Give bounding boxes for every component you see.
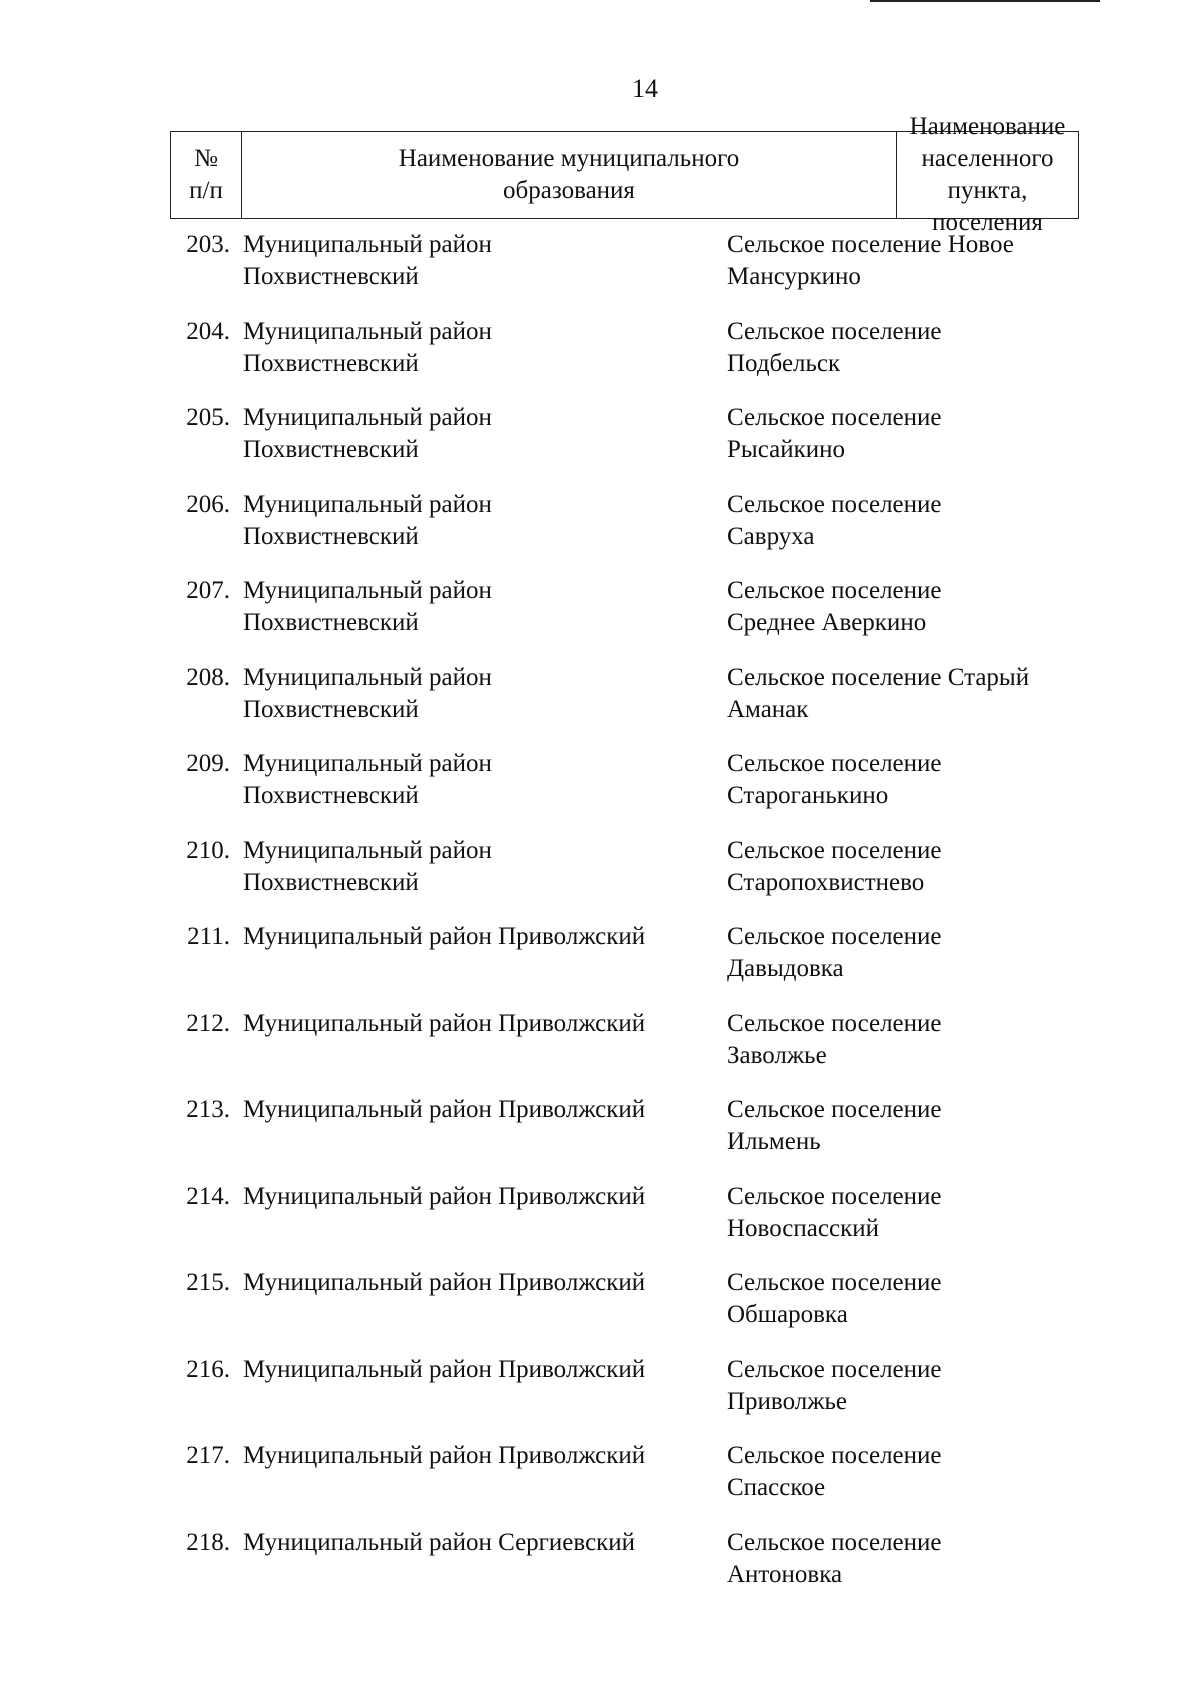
table-row bbox=[0, 748, 1200, 824]
table-row bbox=[0, 662, 1200, 738]
row-settlement: Сельское поселение Приволжье bbox=[727, 1355, 942, 1415]
row-settlement: Сельское поселение Савруха bbox=[727, 490, 942, 550]
row-settlement: Сельское поселение Старый Аманак bbox=[727, 663, 1030, 723]
row-municipality: Муниципальный район Приволжский bbox=[243, 1269, 646, 1296]
row-municipality: Муниципальный район Похвистневский bbox=[243, 577, 492, 636]
header-number-cell bbox=[171, 132, 242, 218]
row-municipality: Муниципальный район Похвистневский bbox=[243, 404, 492, 463]
row-number: 207. bbox=[186, 577, 230, 604]
row-number: 211. bbox=[187, 923, 230, 950]
row-number: 208. bbox=[186, 663, 230, 691]
row-municipality: Муниципальный район Приволжский bbox=[243, 1009, 646, 1037]
row-municipality: Муниципальный район Похвистневский bbox=[243, 750, 492, 809]
header-settlement-cell bbox=[897, 113, 1078, 236]
row-municipality: Муниципальный район Приволжский bbox=[243, 923, 646, 950]
row-number: 209. bbox=[186, 750, 230, 777]
row-number: 204. bbox=[186, 317, 230, 345]
row-municipality: Муниципальный район Похвистневский bbox=[243, 231, 492, 290]
table-row bbox=[0, 1094, 1200, 1170]
row-settlement: Сельское поселение Ильмень bbox=[727, 1096, 942, 1155]
row-municipality: Муниципальный район Похвистневский bbox=[243, 836, 492, 896]
table-row bbox=[0, 921, 1200, 997]
header-municipality-cell bbox=[242, 132, 897, 218]
row-number: 218. bbox=[186, 1528, 230, 1556]
table-row bbox=[0, 1354, 1200, 1430]
row-municipality: Муниципальный район Похвистневский bbox=[243, 663, 492, 723]
row-settlement: Сельское поселение Заволжье bbox=[727, 1009, 942, 1069]
table-row bbox=[0, 489, 1200, 565]
row-settlement: Сельское поселение Старопохвистнево bbox=[727, 836, 942, 896]
row-settlement: Сельское поселение Подбельск bbox=[727, 317, 942, 377]
row-number: 210. bbox=[186, 836, 230, 864]
table-row bbox=[0, 1440, 1200, 1516]
table-row bbox=[0, 575, 1200, 651]
row-number: 213. bbox=[186, 1096, 230, 1123]
header-number: № п/п bbox=[189, 145, 223, 204]
row-municipality: Муниципальный район Приволжский bbox=[243, 1182, 646, 1210]
row-settlement: Сельское поселение Новое Мансуркино bbox=[727, 231, 1014, 290]
row-number: 214. bbox=[186, 1182, 230, 1210]
table-row bbox=[0, 835, 1200, 911]
row-settlement: Сельское поселение Староганькино bbox=[727, 750, 942, 809]
row-settlement: Сельское поселение Новоспасский bbox=[727, 1182, 942, 1242]
row-number: 215. bbox=[186, 1269, 230, 1296]
table-header bbox=[170, 113, 1079, 236]
table-row bbox=[0, 1267, 1200, 1343]
table-row bbox=[0, 402, 1200, 478]
table-row bbox=[0, 1008, 1200, 1084]
row-municipality: Муниципальный район Приволжский bbox=[243, 1355, 646, 1383]
row-municipality: Муниципальный район Похвистневский bbox=[243, 490, 492, 550]
row-number: 205. bbox=[186, 404, 230, 431]
row-municipality: Муниципальный район Приволжский bbox=[243, 1442, 646, 1469]
row-number: 206. bbox=[186, 490, 230, 518]
table-row bbox=[0, 1527, 1200, 1603]
table-row bbox=[0, 316, 1200, 392]
row-settlement: Сельское поселение Рысайкино bbox=[727, 404, 942, 463]
row-number: 217. bbox=[186, 1442, 230, 1469]
row-municipality: Муниципальный район Похвистневский bbox=[243, 317, 492, 377]
row-settlement: Сельское поселение Среднее Аверкино bbox=[727, 577, 942, 636]
page-number: 14 bbox=[632, 74, 658, 103]
row-number: 216. bbox=[186, 1355, 230, 1383]
row-number: 203. bbox=[186, 231, 230, 258]
row-settlement: Сельское поселение Давыдовка bbox=[727, 923, 942, 982]
row-municipality: Муниципальный район Сергиевский bbox=[243, 1528, 636, 1556]
table-row bbox=[0, 229, 1200, 305]
row-settlement: Сельское поселение Антоновка bbox=[727, 1528, 942, 1588]
row-municipality: Муниципальный район Приволжский bbox=[243, 1096, 646, 1123]
row-settlement: Сельское поселение Обшаровка bbox=[727, 1269, 942, 1328]
header-municipality: Наименование муниципального образования bbox=[398, 145, 740, 204]
top-rule bbox=[870, 0, 1100, 2]
table-row bbox=[0, 1181, 1200, 1257]
header-settlement: Наименование населенного пункта, поселения bbox=[909, 113, 1066, 236]
row-number: 212. bbox=[186, 1009, 230, 1037]
row-settlement: Сельское поселение Спасское bbox=[727, 1442, 942, 1501]
